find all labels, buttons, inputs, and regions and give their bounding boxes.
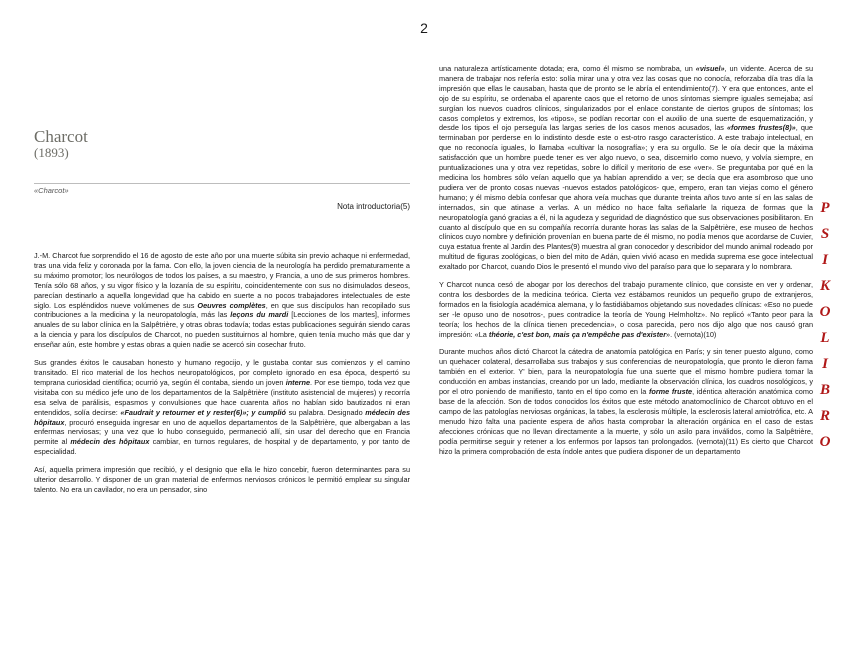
brand-letter: B bbox=[819, 382, 830, 398]
text-run: Sus grandes éxitos le causaban honesto y humano regocijo, y le gustaba contar sus comienzos y el camino transitado. El rico material de los hechos neuropatológicos, por completo ignorado en esa época, despertó su temprana curiosidad científica; ocurrió ya, según él contaba, siendo un joven bbox=[34, 358, 410, 387]
text-run: una naturaleza artísticamente dotada; era, como él mismo se nombraba, un bbox=[439, 64, 696, 73]
emphasis-text: forme fruste bbox=[648, 387, 693, 397]
text-run: Así, aquella primera impresión que recibió, y el designio que ella le hizo concebir, fueron determinantes para su ulterior desarrollo. Y disponer de un gran material de enfermos nerviosos crónicos le permitió emplear su singular talento. No era un cavilador, no era un pensador, sino bbox=[34, 465, 410, 494]
brand-letter: O bbox=[819, 434, 831, 450]
emphasis-text: médecin des hôpitaux bbox=[34, 407, 410, 427]
emphasis-text: Oeuvres complètes bbox=[197, 300, 266, 310]
text-run: , que terminaban por perderse en lo indistinto desde este o est-otro rasgo característico. A este trabajo intelectual, en que no reconocía iguales, lo llamaba «cultivar la nosografía»; y era su orgullo. Se le oía decir que la máxima satisfacción que un hombre puede tener es ver algo nuevo, o sea, discernirlo como nuevo, y volvía siempre, en puntualizaciones una y otra vez repetidas, sobre lo difícil y meritorio de ese «ver». Se preguntaba por qué en la medicina los hombres sólo veían aquello que ya habían aprendido a ver; se decía que era asombroso que uno pudiera ver de pronto cosas nuevas -nuevos estados patológicos- que, empero, eran tan viejas como el género humano; y él mismo debía confesar que ahora veía muchas que durante treinta años tuvo ante sí en las salas de internados, sin que atinase a verlas. A un médico no hace falta señalarle la riqueza de formas que la neuropatología ganó gracias a él, ni la agudeza y seguridad de diagnóstico que sus observaciones posibilitaron. En cuanto al discípulo que en su compañía recorría durante horas las salas de la Salpêtrière, ese museo de hechos clínicos cuyo nombre y definición provenían en buena parte de él mismo, no podía menos que acordarse de Cuvier, cuya estatua frente al Jardin des Plantes(9) muestra al gran conocedor y describidor del mundo animal rodeado por multitud de figuras zoológicas, o bien del mito de Adán, quien vivió acaso en medida suprema ese goce intelectual exaltado por Charcot, cuando Dios le presentó el mundo vivo del paraíso para que lo separara y lo nombrara. bbox=[439, 123, 813, 272]
title-divider bbox=[34, 183, 410, 184]
page-number: 2 bbox=[420, 20, 428, 36]
text-run: , en que sus discípulos han recopilado sus contribuciones a la medicina y la neuropatología, más las bbox=[34, 300, 411, 320]
right-column-text bbox=[439, 64, 813, 464]
title-block bbox=[34, 128, 410, 195]
text-run: ». (vernota)(10) bbox=[666, 329, 717, 339]
emphasis-text: «visuel» bbox=[695, 64, 725, 73]
brand-letter: S bbox=[820, 226, 830, 242]
text-run: J.-M. Charcot fue sorprendido el 16 de agosto de este año por una muerte súbita sin previo achaque ni enfermedad, tras una vida feliz y coronada por la fama. Con ello, la joven ciencia de la neurología ha perdido prematuramente a su máximo promotor; los neurólogos de todos los países, a su maestro, y Francia, a uno de sus primeros hombres. Tenía sólo 68 años, y su vigor físico y la lozanía de su espíritu, coincidentemente con sus no disimulados deseos, parecían destinarlo a aquella longevidad que ha cabido en suerte a no pocos trabajadores intelectuales de este siglo. Los espléndidos nueve volúmenes de sus bbox=[34, 251, 410, 310]
emphasis-text: médecin des hôpitaux bbox=[70, 437, 150, 447]
paragraph bbox=[34, 251, 410, 350]
brand-letter: I bbox=[822, 252, 828, 268]
paragraph bbox=[439, 347, 813, 456]
brand-letter: P bbox=[820, 200, 830, 216]
emphasis-text: «Faudrait y retourner et y rester(6)»; y cumplió bbox=[120, 407, 286, 417]
text-run: Durante muchos años dictó Charcot la cátedra de anatomía patológica en París; y sin tener puesto alguno, como un quehacer colateral, desarrollaba sus trabajos y sus conferencias de neuropatología, que pronto le dieron fama también en el exterior. Y' bien, para la neuropatología fue una suerte que el mismo hombre pudiera tomar la conducción en ambas instancias, creando por un lado, mediante la observación clínica, los cuadros nosológicos, y por el otro poniendo de manifiesto, tanto en el tipo como en la bbox=[439, 347, 813, 397]
left-column-text bbox=[34, 251, 410, 503]
article-caption: «Charcot» bbox=[34, 186, 69, 195]
emphasis-text: «formes frustes(8)» bbox=[726, 123, 796, 133]
emphasis-text: leçons du mardi bbox=[230, 310, 289, 320]
text-run: Y Charcot nunca cesó de abogar por los derechos del trabajo puramente clínico, que consiste en ver y ordenar, contra los desbordes de la medicina teórica. Cierta vez estábamos reunidos un pequeño grupo de extranjeros, formados en la fisiología académica alemana, y lo fastidiábamos objetando sus novedades clínicas: «Eso no puede ser -le opuso uno de nosotros-, pues contradice la teoría de Young Helmholtz». No replicó «Tanto peor para la teoría; los hechos de la clínica tienen precedencia», o cosa parecida, pero nos dijo algo que nos causó gran impresión: «La bbox=[439, 280, 813, 339]
paragraph bbox=[439, 280, 813, 339]
text-run: [Lecciones de los martes], informes anuales de su labor clínica en la Salpêtrière, y otras obras todavía; todas estas publicaciones seguirán siendo caras a la ciencia y para los discípulos de Charcot, no pueden sustituirnos al hombre, quien tenía mucho más que dar y enseñar aún, este hombre y estas obras a quien nadie se acercó sin cosechar fruto. bbox=[34, 310, 410, 350]
brand-letter: O bbox=[819, 304, 831, 320]
text-run: su palabra. Designado bbox=[286, 407, 366, 417]
article-title: Charcot bbox=[34, 127, 88, 146]
brand-letter: L bbox=[820, 330, 830, 346]
introductory-note-label: Nota introductoria(5) bbox=[337, 202, 410, 211]
vertical-brand-logo bbox=[814, 195, 836, 455]
text-run: , un vidente. Acerca de su manera de trabajar nos refería esto: solía mirar una y otra vez las cosas que no conocía, reforzaba día tras día la impresión que ellas le causaban, hasta que de pronto se le abría el entendimiento(7). Y era que entonces, ante el ojo de su espíritu, se ordenaba el aparente caos que el retorno de unos síntomas siempre iguales semejaba; así surgían los nuevos cuadros clínicos, singularizados por el enlace constante de ciertos grupos de síntomas; los casos completos y extremos, los «tipos», se podían recortar con el auxilio de una suerte de esquematización, y desde los tipos el ojo perseguía las largas series de los casos menos acusados, las bbox=[439, 64, 813, 133]
text-run: , idéntica alteración anatómica como base de la afección. Son de todos conocidos los éxitos que este método anatomoclínico de Charcot obtuvo en el campo de las patologías nerviosas orgánicas, la tabes, la esclerosis múltiple, la esclerosis lateral amiotrófica, etc. A menudo hizo falta una paciente espera de años hasta comprobar la alteración orgánica en el caso de estas afecciones crónicas que no llevan directamente a la muerte, y sólo un asilo para inválidos, como la Salpêtrière, podía permitirse seguir y retener a los enfermos por lapsos tan prolongados. (vernota)(11) Es cierto que Charcot hizo la primera comprobación de esta índole antes que pudiera disponer de un departamento bbox=[439, 387, 813, 456]
brand-letter: K bbox=[819, 278, 830, 294]
article-year: (1893) bbox=[34, 145, 69, 160]
paragraph bbox=[34, 358, 410, 457]
text-run: , procuró enseguida ingresar en uno de aquellos departamentos de la Salpêtrière, que albergaban a las enfermas nerviosas; y una vez que lo hubo conseguido, permaneció allí, sin usar del derecho que en Francia permite al bbox=[34, 417, 410, 447]
brand-letter: I bbox=[822, 356, 828, 372]
text-run: . Por ese tiempo, toda vez que visitaba con su médico jefe uno de los departamentos de la Salpêtrière (instituto asistencial de mujeres) y recorría esa selva de parálisis, espasmos y convulsiones que hace cuarenta años no habían sido bautizados ni eran entendidos, solía decirse: bbox=[34, 377, 410, 417]
paragraph bbox=[34, 465, 410, 495]
paragraph bbox=[439, 64, 813, 272]
emphasis-text: théorie, c'est bon, mais ça n'empêche pas d'exister bbox=[488, 329, 667, 339]
text-run: cambiar, en turnos regulares, de hospital y de departamento, y por tanto de especialidad. bbox=[34, 437, 410, 457]
emphasis-text: interne bbox=[285, 377, 311, 387]
brand-letter: R bbox=[819, 408, 830, 424]
